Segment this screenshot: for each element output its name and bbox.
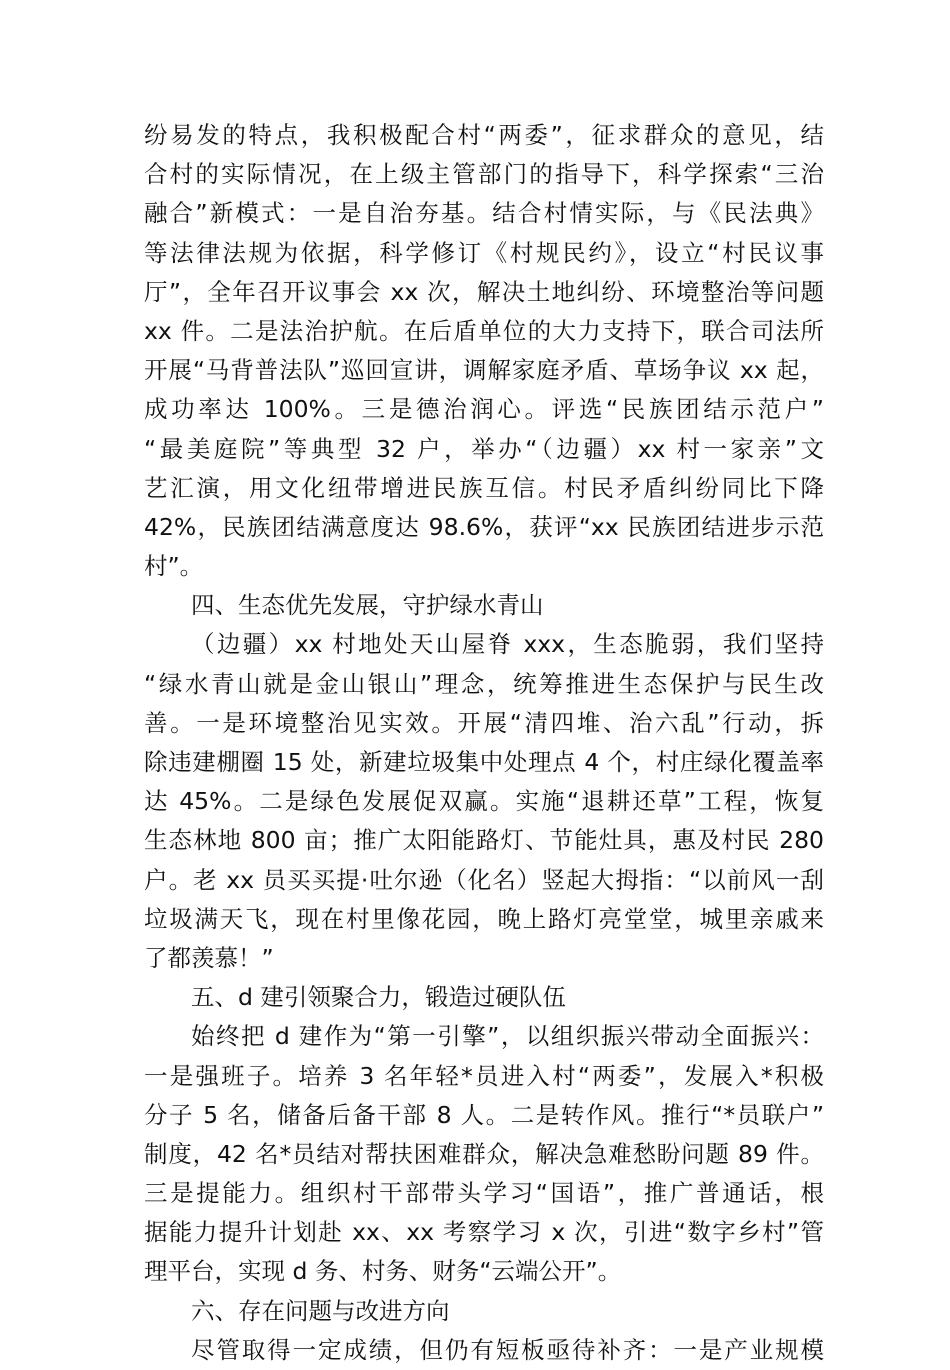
text-line: 42%，民族团结满意度达 98.6%，获评“xx 民族团结进步示范 [144,512,824,541]
text-line: 据能力提升计划赴 xx、xx 考察学习 x 次，引进“数字乡村”管 [144,1218,824,1247]
text-line: 艺汇演，用文化纽带增进民族互信。村民矛盾纠纷同比下降 [144,473,824,502]
text-line: 厅”，全年召开议事会 xx 次，解决土地纠纷、环境整治等问题 [144,277,824,306]
text-line: 村”。 [144,552,204,581]
text-line: 制度，42 名*员结对帮扶困难群众，解决急难愁盼问题 89 件。 [144,1139,824,1168]
text-line: 三是提能力。组织村干部带头学习“国语”，推广普通话，根 [144,1179,824,1208]
text-line: 户。老 xx 员买买提·吐尔逊（化名）竖起大拇指：“以前风一刮 [144,865,824,894]
text-line: 纷易发的特点，我积极配合村“两委”，征求群众的意见，结 [144,121,824,149]
section-heading-4: 四、生态优先发展，守护绿水青山 [191,591,544,620]
text-line: 了都羡慕！” [144,943,274,972]
text-line: 善。一是环境整治见实效。开展“清四堆、治六乱”行动，拆 [144,708,824,737]
text-line: 尽管取得一定成绩，但仍有短板亟待补齐：一是产业规模 [191,1335,824,1364]
section-heading-6: 六、存在问题与改进方向 [191,1296,450,1325]
text-line: “最美庭院”等典型 32 户，举办“（边疆）xx 村一家亲”文 [144,434,824,463]
text-line: 始终把 d 建作为“第一引擎”，以组织振兴带动全面振兴： [191,1022,824,1051]
text-line: 生态林地 800 亩；推广太阳能路灯、节能灶具，惠及村民 280 [144,826,824,855]
text-line: “绿水青山就是金山银山”理念，统筹推进生态保护与民生改 [144,669,824,698]
text-line: 除违建棚圈 15 处，新建垃圾集中处理点 4 个，村庄绿化覆盖率 [144,748,824,776]
text-line: 开展“马背普法队”巡回宣讲，调解家庭矛盾、草场争议 xx 起， [144,356,824,385]
text-line: 等法律法规为依据，科学修订《村规民约》，设立“村民议事 [144,238,824,267]
text-line: 达 45%。二是绿色发展促双赢。实施“退耕还草”工程，恢复 [144,787,824,816]
text-line: （边疆）xx 村地处天山屋脊 xxx，生态脆弱，我们坚持 [191,630,824,659]
text-line: 合村的实际情况，在上级主管部门的指导下，科学探索“三治 [144,160,824,189]
text-line: 垃圾满天飞，现在村里像花园，晚上路灯亮堂堂，城里亲戚来 [144,904,824,933]
body-text [144,116,824,1370]
text-line: 分子 5 名，储备后备干部 8 人。二是转作风。推行“*员联户” [144,1100,824,1129]
text-line: xx 件。二是法治护航。在后盾单位的大力支持下，联合司法所 [144,316,824,345]
text-line: 理平台，实现 d 务、村务、财务“云端公开”。 [144,1257,622,1286]
section-heading-5: 五、d 建引领聚合力，锻造过硬队伍 [191,983,566,1012]
text-line: 融合”新模式：一是自治夯基。结合村情实际，与《民法典》 [144,199,824,228]
text-line: 一是强班子。培养 3 名年轻*员进入村“两委”，发展入*积极 [144,1061,824,1090]
text-line: 成功率达 100%。三是德治润心。评选“民族团结示范户” [144,395,824,424]
